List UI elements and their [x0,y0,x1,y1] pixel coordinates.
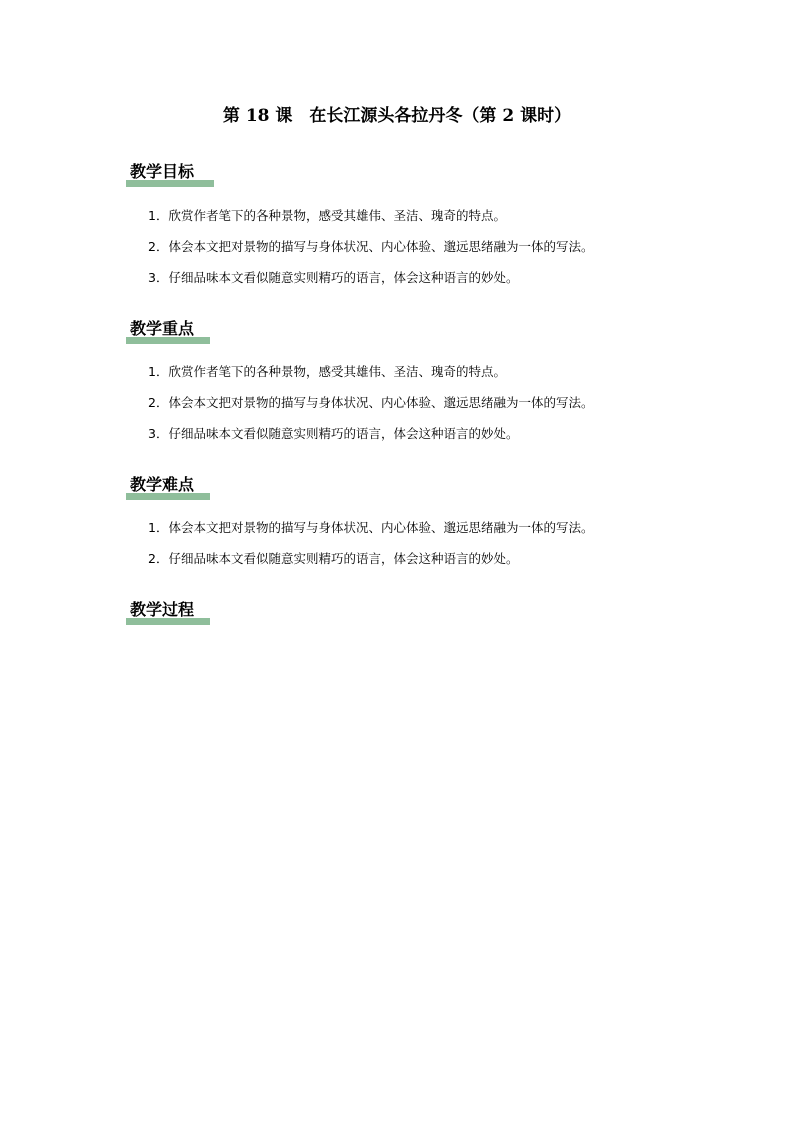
list-item: 2．仔细品味本文看似随意实则精巧的语言，体会这种语言的妙处。 [148,551,519,566]
section-heading-label: 教学过程 [130,600,195,619]
list-item: 1．欣赏作者笔下的各种景物，感受其雄伟、圣洁、瑰奇的特点。 [148,208,506,223]
list-item: 3．仔细品味本文看似随意实则精巧的语言，体会这种语言的妙处。 [148,426,519,441]
section-heading-difficulties [128,474,196,496]
heading-highlight [126,618,210,625]
section-heading-key-points [128,318,196,340]
list-item: 1．欣赏作者笔下的各种景物，感受其雄伟、圣洁、瑰奇的特点。 [148,364,506,379]
heading-highlight [126,493,210,500]
section-heading-label: 教学目标 [130,162,195,181]
section-heading-label: 教学难点 [130,475,195,494]
section-heading-objectives [128,161,196,183]
list-item: 3．仔细品味本文看似随意实则精巧的语言，体会这种语言的妙处。 [148,270,519,285]
heading-highlight [126,180,214,187]
list-item: 1．体会本文把对景物的描写与身体状况、内心体验、邈远思绪融为一体的写法。 [148,520,594,535]
list-item: 2．体会本文把对景物的描写与身体状况、内心体验、邈远思绪融为一体的写法。 [148,395,594,410]
page-title: 第 18 课 在长江源头各拉丹冬（第 2 课时） [222,106,572,126]
list-item: 2．体会本文把对景物的描写与身体状况、内心体验、邈远思绪融为一体的写法。 [148,239,594,254]
section-heading-label: 教学重点 [130,319,195,338]
section-heading-process [128,599,196,621]
heading-highlight [126,337,210,344]
